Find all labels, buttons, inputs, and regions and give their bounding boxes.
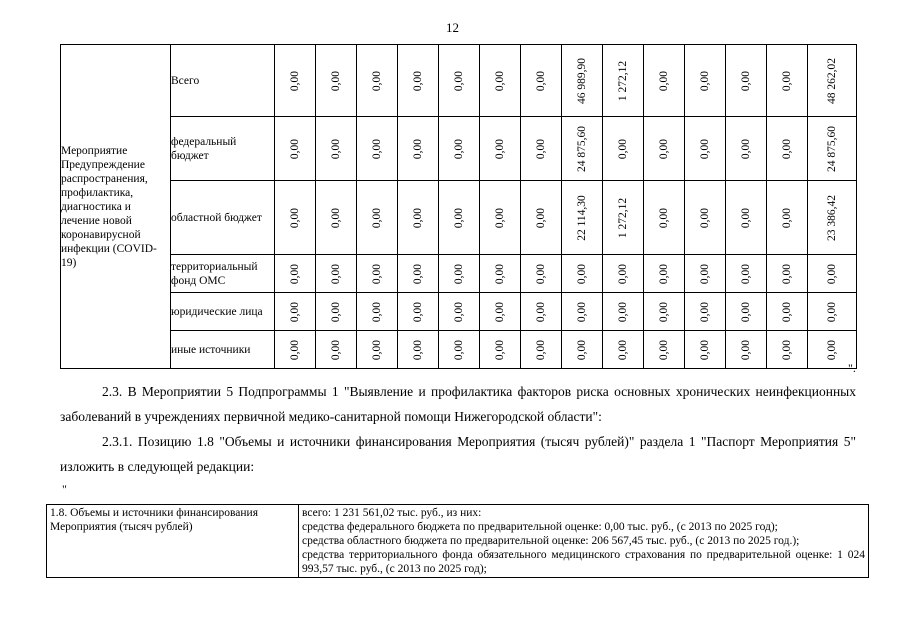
- closing-quote: ".: [848, 361, 856, 375]
- financing-table: [60, 44, 857, 369]
- value-text: 0,00: [699, 339, 711, 360]
- value-cell: [357, 331, 398, 369]
- value-cell: [726, 255, 767, 293]
- value-cell: [603, 117, 644, 181]
- value-cell: [316, 117, 357, 181]
- value-text: 0,00: [576, 263, 588, 284]
- funding-source-cell: территориальный фонд ОМС: [171, 255, 275, 293]
- value-text: 0,00: [699, 138, 711, 159]
- value-text: 0,00: [412, 138, 424, 159]
- value-text: 23 386,42: [826, 194, 838, 241]
- value-cell: [726, 117, 767, 181]
- value-text: 0,00: [453, 301, 465, 322]
- value-cell: [275, 255, 316, 293]
- passport-line: всего: 1 231 561,02 тыс. руб., из них:: [302, 507, 482, 519]
- page-number: 12: [446, 20, 459, 35]
- value-cell: [603, 331, 644, 369]
- value-text: 0,00: [330, 207, 342, 228]
- value-cell: [316, 45, 357, 117]
- value-cell: [767, 45, 808, 117]
- value-cell: [439, 117, 480, 181]
- value-text: 0,00: [289, 263, 301, 284]
- value-cell: [644, 181, 685, 255]
- value-text: 0,00: [494, 70, 506, 91]
- value-text: 1 272,12: [617, 60, 629, 101]
- funding-source-cell: Всего: [171, 45, 275, 117]
- value-cell: [726, 331, 767, 369]
- value-text: 0,00: [826, 339, 838, 360]
- passport-position-label: 1.8. Объемы и источники финансирования Мероприятия (тысяч рублей): [47, 505, 299, 578]
- value-text: 0,00: [658, 263, 670, 284]
- value-text: 0,00: [617, 138, 629, 159]
- passport-row: [47, 505, 869, 578]
- value-text: 0,00: [371, 138, 383, 159]
- value-text: 0,00: [781, 339, 793, 360]
- passport-line: средства федерального бюджета по предварительной оценке: 0,00 тыс. руб., (с 2013 по 2025 год);: [302, 521, 778, 533]
- value-cell: [398, 117, 439, 181]
- value-cell: [398, 45, 439, 117]
- value-text: 0,00: [494, 138, 506, 159]
- value-text: 0,00: [330, 263, 342, 284]
- value-text: 0,00: [535, 70, 547, 91]
- value-cell: [767, 117, 808, 181]
- value-cell: [685, 331, 726, 369]
- value-cell: [603, 293, 644, 331]
- value-cell: [480, 293, 521, 331]
- value-cell: [275, 331, 316, 369]
- value-text: 0,00: [453, 207, 465, 228]
- table-row: [61, 181, 857, 255]
- funding-source-cell: областной бюджет: [171, 181, 275, 255]
- event-name-cell: Мероприятие Предупреждение распространения, профилактика, диагностика и лечение новой коронавирусной инфекции (COVID-19): [61, 45, 171, 369]
- paragraph-2-3-1: 2.3.1. Позицию 1.8 "Объемы и источники финансирования Мероприятия (тысяч рублей)" раздела 1 "Паспорт Мероприятия 5" изложить в следующей редакции:: [60, 434, 856, 474]
- value-cell: [439, 293, 480, 331]
- value-cell: [521, 255, 562, 293]
- value-cell: [726, 45, 767, 117]
- value-cell: [644, 331, 685, 369]
- value-text: 0,00: [781, 263, 793, 284]
- value-text: 24 875,60: [576, 125, 588, 172]
- value-cell: [808, 255, 857, 293]
- value-cell: [562, 117, 603, 181]
- value-cell: [603, 45, 644, 117]
- value-text: 0,00: [699, 207, 711, 228]
- value-cell: [562, 181, 603, 255]
- value-text: 0,00: [699, 301, 711, 322]
- value-cell: [439, 255, 480, 293]
- value-text: 0,00: [617, 263, 629, 284]
- value-text: 0,00: [781, 207, 793, 228]
- value-cell: [398, 181, 439, 255]
- paragraph-2-3: 2.3. В Мероприятии 5 Подпрограммы 1 "Выявление и профилактика факторов риска основных хронических неинфекционных заболеваний в учреждениях первичной медико-санитарной помощи Нижегородской области":: [60, 384, 856, 424]
- value-cell: [480, 331, 521, 369]
- table-row: [61, 293, 857, 331]
- value-text: 0,00: [494, 339, 506, 360]
- value-cell: [767, 331, 808, 369]
- value-text: 22 114,30: [576, 194, 588, 241]
- value-text: 0,00: [412, 339, 424, 360]
- value-cell: [521, 117, 562, 181]
- value-cell: [808, 181, 857, 255]
- value-cell: [767, 293, 808, 331]
- value-text: 0,00: [740, 207, 752, 228]
- value-text: 0,00: [371, 301, 383, 322]
- value-text: 0,00: [371, 207, 383, 228]
- value-text: 46 989,90: [576, 57, 588, 104]
- funding-source-cell: иные источники: [171, 331, 275, 369]
- value-text: 1 272,12: [617, 197, 629, 238]
- value-text: 0,00: [699, 263, 711, 284]
- value-text: 0,00: [289, 138, 301, 159]
- value-cell: [439, 331, 480, 369]
- value-cell: [726, 293, 767, 331]
- value-cell: [480, 45, 521, 117]
- funding-source-cell: юридические лица: [171, 293, 275, 331]
- value-cell: [808, 293, 857, 331]
- value-cell: [439, 181, 480, 255]
- value-text: 0,00: [658, 70, 670, 91]
- passport-financing-text: [299, 505, 869, 578]
- table-row: [61, 45, 857, 117]
- value-text: 0,00: [453, 263, 465, 284]
- value-text: 0,00: [699, 70, 711, 91]
- value-text: 0,00: [453, 70, 465, 91]
- value-cell: [398, 293, 439, 331]
- value-cell: [357, 293, 398, 331]
- value-cell: [357, 45, 398, 117]
- table-row: [61, 117, 857, 181]
- value-cell: [767, 181, 808, 255]
- value-cell: [685, 255, 726, 293]
- value-text: 0,00: [781, 70, 793, 91]
- value-cell: [275, 117, 316, 181]
- value-cell: [685, 45, 726, 117]
- value-text: 0,00: [781, 301, 793, 322]
- value-text: 0,00: [658, 301, 670, 322]
- value-cell: [398, 331, 439, 369]
- value-cell: [603, 255, 644, 293]
- value-cell: [439, 45, 480, 117]
- value-cell: [685, 181, 726, 255]
- value-text: 0,00: [535, 263, 547, 284]
- value-text: 0,00: [494, 207, 506, 228]
- value-cell: [521, 45, 562, 117]
- value-cell: [357, 255, 398, 293]
- value-text: 0,00: [740, 138, 752, 159]
- value-text: 0,00: [289, 301, 301, 322]
- table-row: [61, 255, 857, 293]
- value-cell: [726, 181, 767, 255]
- value-text: 0,00: [576, 339, 588, 360]
- passport-table: [46, 504, 869, 578]
- value-cell: [275, 181, 316, 255]
- value-text: 0,00: [740, 339, 752, 360]
- value-cell: [480, 255, 521, 293]
- value-text: 0,00: [826, 263, 838, 284]
- value-text: 0,00: [658, 339, 670, 360]
- value-text: 24 875,60: [826, 125, 838, 172]
- value-text: 0,00: [289, 339, 301, 360]
- value-text: 0,00: [412, 263, 424, 284]
- passport-line: средства территориального фонда обязательного медицинского страхования по предварительной оценке: 1 024 993,57 тыс. руб., (с 2013 по 2025 год);: [302, 549, 865, 575]
- value-cell: [808, 117, 857, 181]
- value-text: 0,00: [535, 339, 547, 360]
- value-text: 0,00: [617, 339, 629, 360]
- value-cell: [357, 117, 398, 181]
- value-text: 0,00: [740, 70, 752, 91]
- value-text: 0,00: [781, 138, 793, 159]
- value-text: 0,00: [494, 301, 506, 322]
- value-text: 0,00: [453, 339, 465, 360]
- value-cell: [480, 181, 521, 255]
- value-text: 0,00: [826, 301, 838, 322]
- value-text: 0,00: [535, 207, 547, 228]
- value-cell: [275, 293, 316, 331]
- value-text: 0,00: [535, 301, 547, 322]
- passport-line: средства областного бюджета по предварительной оценке: 206 567,45 тыс. руб., (с 2013 по 2025 год.);: [302, 535, 800, 547]
- value-cell: [644, 255, 685, 293]
- value-text: 0,00: [535, 138, 547, 159]
- value-text: 0,00: [330, 301, 342, 322]
- value-text: 0,00: [330, 70, 342, 91]
- value-text: 0,00: [289, 70, 301, 91]
- value-cell: [644, 45, 685, 117]
- value-cell: [808, 45, 857, 117]
- value-text: 0,00: [289, 207, 301, 228]
- funding-source-cell: федеральный бюджет: [171, 117, 275, 181]
- value-text: 0,00: [453, 138, 465, 159]
- value-cell: [521, 293, 562, 331]
- value-text: 0,00: [371, 339, 383, 360]
- opening-quote: ": [62, 482, 67, 496]
- value-cell: [603, 181, 644, 255]
- value-cell: [316, 331, 357, 369]
- value-cell: [562, 331, 603, 369]
- value-cell: [480, 117, 521, 181]
- value-text: 0,00: [658, 138, 670, 159]
- value-cell: [685, 293, 726, 331]
- value-cell: [521, 181, 562, 255]
- value-cell: [316, 181, 357, 255]
- value-text: 0,00: [330, 138, 342, 159]
- value-cell: [562, 45, 603, 117]
- value-text: 0,00: [494, 263, 506, 284]
- value-text: 0,00: [617, 301, 629, 322]
- table-row: [61, 331, 857, 369]
- value-cell: [521, 331, 562, 369]
- value-text: 0,00: [412, 70, 424, 91]
- value-text: 0,00: [412, 207, 424, 228]
- value-cell: [562, 293, 603, 331]
- value-text: 0,00: [740, 263, 752, 284]
- value-cell: [316, 293, 357, 331]
- value-cell: [644, 117, 685, 181]
- value-text: 0,00: [412, 301, 424, 322]
- value-text: 0,00: [371, 70, 383, 91]
- value-cell: [767, 255, 808, 293]
- value-text: 0,00: [371, 263, 383, 284]
- value-text: 0,00: [740, 301, 752, 322]
- value-cell: [316, 255, 357, 293]
- value-text: 0,00: [658, 207, 670, 228]
- value-cell: [357, 181, 398, 255]
- value-text: 48 262,02: [826, 57, 838, 104]
- value-cell: [644, 293, 685, 331]
- value-cell: [685, 117, 726, 181]
- value-text: 0,00: [576, 301, 588, 322]
- value-cell: [562, 255, 603, 293]
- value-text: 0,00: [330, 339, 342, 360]
- value-cell: [275, 45, 316, 117]
- value-cell: [398, 255, 439, 293]
